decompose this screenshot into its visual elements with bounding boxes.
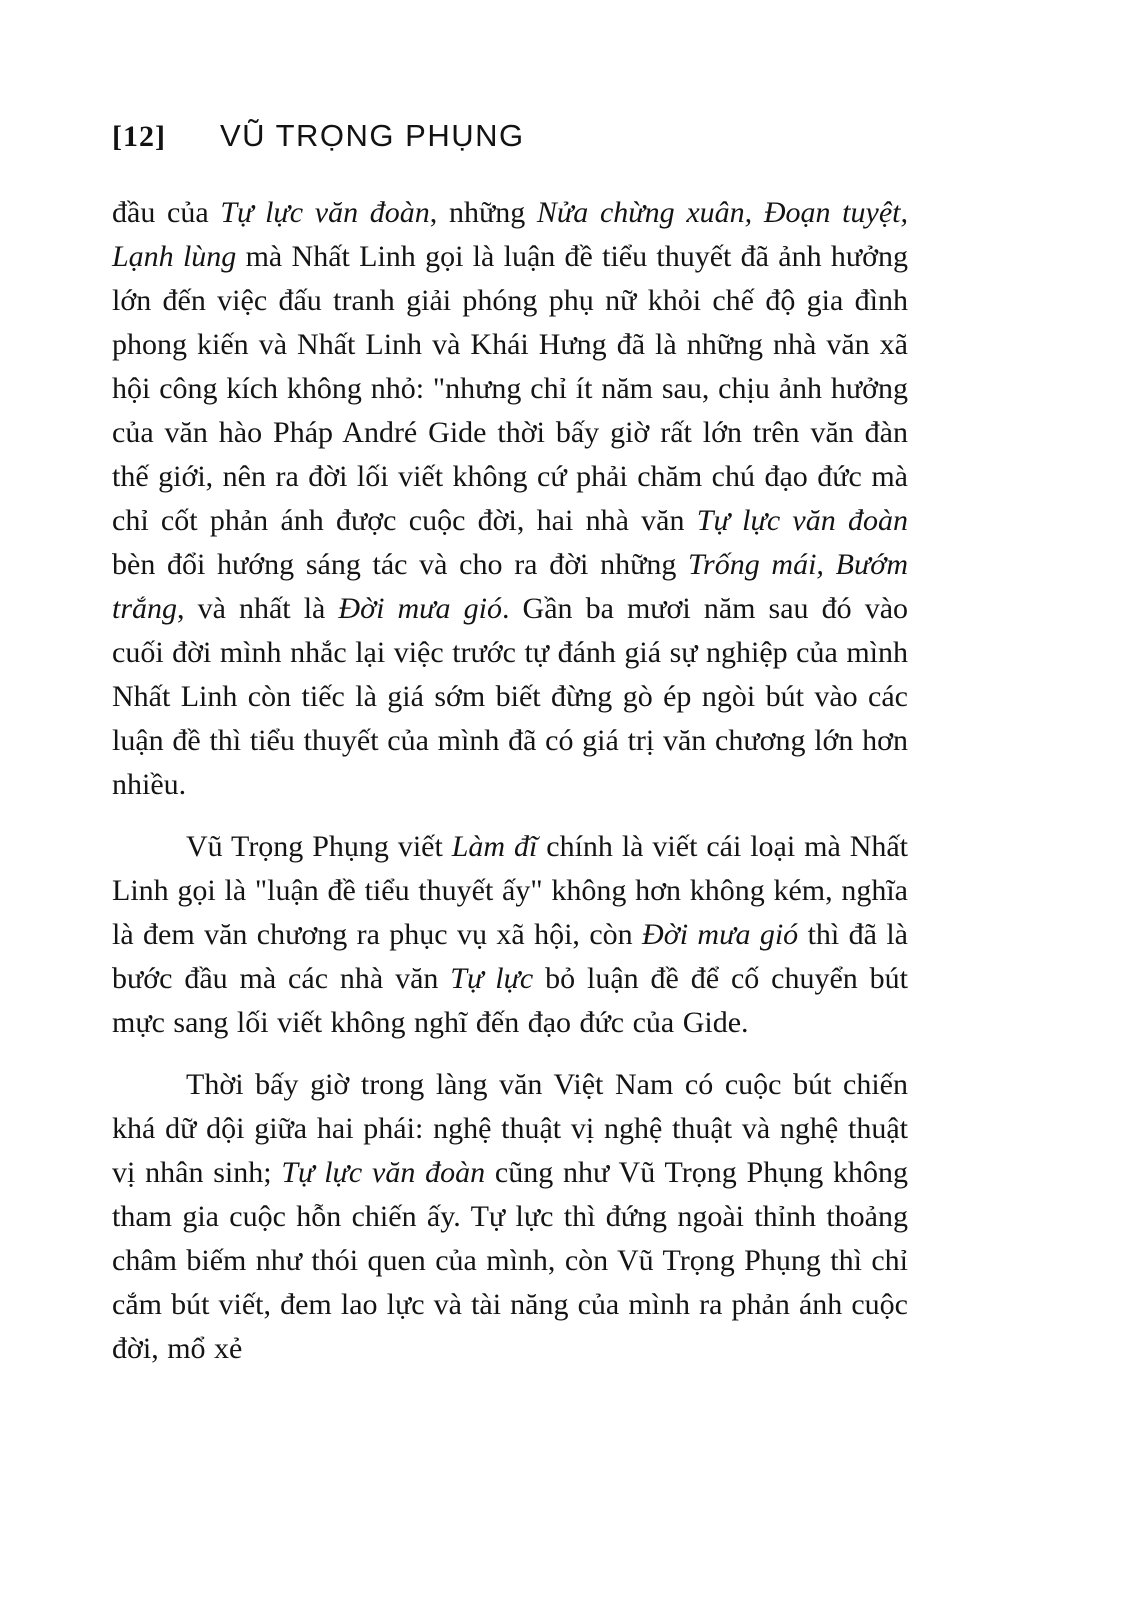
- work-title-italic: Tự lực văn đoàn: [696, 504, 909, 537]
- text-segment: Thời bấy giờ trong làng văn Việt Nam có cuộc bút chiến khá dữ dội giữa hai phái: nghệ thuật vị nghệ thuật và nghệ thuật vị nhân sinh;: [112, 1068, 908, 1189]
- paragraph: [112, 1063, 908, 1371]
- text-segment: , và nhất là: [177, 592, 339, 625]
- work-title-italic: Trống mái, Bướm trắng: [112, 548, 908, 625]
- text-segment: mà Nhất Linh gọi là luận đề tiểu thuyết đã ảnh hưởng lớn đến việc đấu tranh giải phóng phụ nữ khỏi chế độ gia đình phong kiến và Nhất Linh và Khái Hưng đã là những nhà văn xã hội công kích không nhỏ: "nhưng chỉ ít năm sau, chịu ảnh hưởng của văn hào Pháp André Gide thời bấy giờ rất lớn trên văn đàn thế giới, nên ra đời lối viết không cứ phải chăm chú đạo đức mà chỉ cốt phản ánh được cuộc đời, hai nhà văn: [112, 240, 908, 537]
- text-segment: , những: [429, 196, 537, 229]
- running-title: VŨ TRỌNG PHỤNG: [219, 118, 525, 153]
- work-title-italic: Tự lực văn đoàn: [220, 196, 430, 229]
- text-segment: chính là viết cái loại mà Nhất Linh gọi là "luận đề tiểu thuyết ấy" không hơn không kém, nghĩa là đem văn chương ra phục vụ xã hội, còn: [112, 830, 909, 951]
- text-segment: cũng như Vũ Trọng Phụng không tham gia cuộc hỗn chiến ấy. Tự lực thì đứng ngoài thỉnh thoảng châm biếm như thói quen của mình, còn Vũ Trọng Phụng thì chỉ cắm bút viết, đem lao lực và tài năng của mình ra phản ánh cuộc đời, mổ xẻ: [112, 1156, 908, 1365]
- page-header: [112, 118, 912, 154]
- work-title-italic: Nửa chừng xuân, Đoạn tuyệt, Lạnh lùng: [112, 196, 908, 273]
- page-body: [112, 191, 908, 1389]
- text-segment: Vũ Trọng Phụng viết: [186, 830, 452, 863]
- text-segment: bèn đổi hướng sáng tác và cho ra đời những: [112, 548, 689, 581]
- work-title-italic: Đời mưa gió: [642, 918, 799, 951]
- work-title-italic: Đời mưa gió: [338, 592, 502, 625]
- text-segment: đầu của: [112, 196, 221, 229]
- page-number: [12]: [112, 120, 166, 153]
- text-segment: thì đã là bước đầu mà các nhà văn: [112, 918, 908, 995]
- text-segment: . Gần ba mươi năm sau đó vào cuối đời mình nhắc lại việc trước tự đánh giá sự nghiệp của mình Nhất Linh còn tiếc là giá sớm biết đừng gò ép ngòi bút vào các luận đề thì tiểu thuyết của mình đã có giá trị văn chương lớn hơn nhiều.: [112, 592, 909, 801]
- work-title-italic: Làm đĩ: [451, 830, 538, 863]
- text-segment: bỏ luận đề để cố chuyển bút mực sang lối viết không nghĩ đến đạo đức của Gide.: [112, 962, 909, 1039]
- paragraph: [112, 191, 908, 807]
- work-title-italic: Tự lực văn đoàn: [281, 1156, 486, 1189]
- work-title-italic: Tự lực: [450, 962, 534, 995]
- paragraph: [112, 825, 908, 1045]
